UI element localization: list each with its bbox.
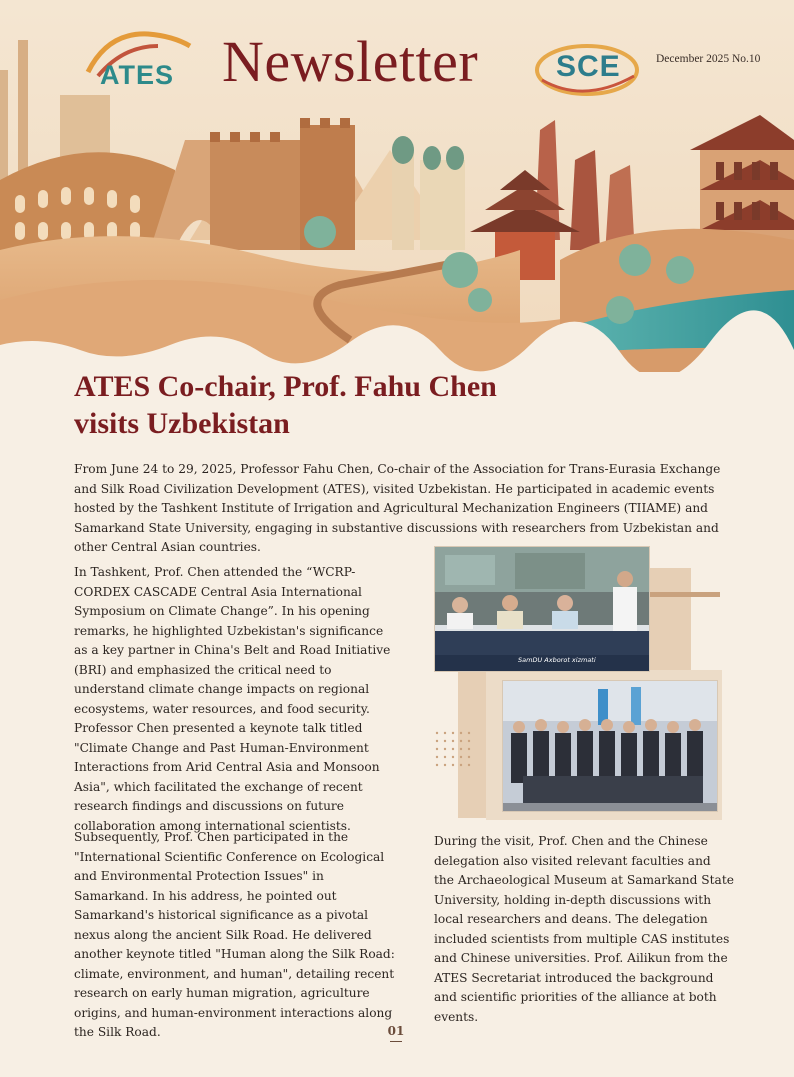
headline-line-2: visits Uzbekistan bbox=[74, 407, 290, 440]
samarkand-paragraph: Subsequently, Prof. Chen participated in the "International Scientific Conference on Ecological and Environmental Protection Issues" in Samarkand. In his address, he pointed out Samarkand's historical significance as a pivotal nexus along the ancient Silk Road. He delivered another keynote titled "Human along the Silk Road: climate, environment, and human", detailing recent research on early human migration, agriculture origins, and human-environment interactions along the Silk Road. bbox=[74, 830, 395, 1039]
page-number: 01 bbox=[387, 1024, 405, 1038]
issue-date-number: December 2025 No.10 bbox=[656, 53, 761, 65]
group-photo bbox=[502, 680, 718, 812]
museum-visit-paragraph: During the visit, Prof. Chen and the Chinese delegation also visited relevant faculties and the Archaeological Museum at Samarkand State University, holding in-depth discussions with local researchers and deans. The delegation included scientists from multiple CAS institutes and Chinese universities. Prof. Ailikun from the ATES Secretariat introduced the background and scientific priorities of the alliance at both events. bbox=[434, 834, 734, 1024]
headline-line-1: ATES Co-chair, Prof. Fahu Chen bbox=[74, 370, 497, 403]
photo-credit-caption: SamDU Axborot xizmati bbox=[518, 656, 596, 664]
masthead-title: Newsletter bbox=[222, 29, 479, 94]
decorative-line bbox=[648, 592, 720, 597]
conference-panel-photo bbox=[434, 546, 650, 672]
dot-pattern-decoration bbox=[434, 730, 474, 770]
article-lead-paragraph: From June 24 to 29, 2025, Professor Fahu Chen, Co-chair of the Association for Trans-Eurasia Exchange and Silk Road Civilization Development (ATES), visited Uzbekistan. He participated in academic events hosted by the Tashkent Institute of Irrigation and Agricultural Mechanization Engineers (TIIAME) and Samarkand State University, engaging in substantive discussions with researchers from Uzbekistan and other Central Asian countries. bbox=[74, 462, 721, 554]
ates-logo-text: ATES bbox=[100, 60, 175, 90]
sce-logo-text: SCE bbox=[556, 50, 621, 83]
page-number-underline bbox=[390, 1041, 402, 1042]
article-headline bbox=[74, 368, 594, 442]
tashkent-paragraph: In Tashkent, Prof. Chen attended the “WCRP- CORDEX CASCADE Central Asia International Symposium on Climate Change”. In his opening remarks, he highlighted Uzbekistan's significance as a key partner in China's Belt and Road Initiative (BRI) and emphasized the critical need to understand climate change impacts on regional ecosystems, water resources, and food security. Professor Chen presented a keynote talk titled "Climate Change and Past Human-Environment Interactions from Arid Central Asia and Monsoon Asia", which facilitated the exchange of recent research findings and discussions on future collaboration among international scientists. bbox=[74, 565, 391, 833]
